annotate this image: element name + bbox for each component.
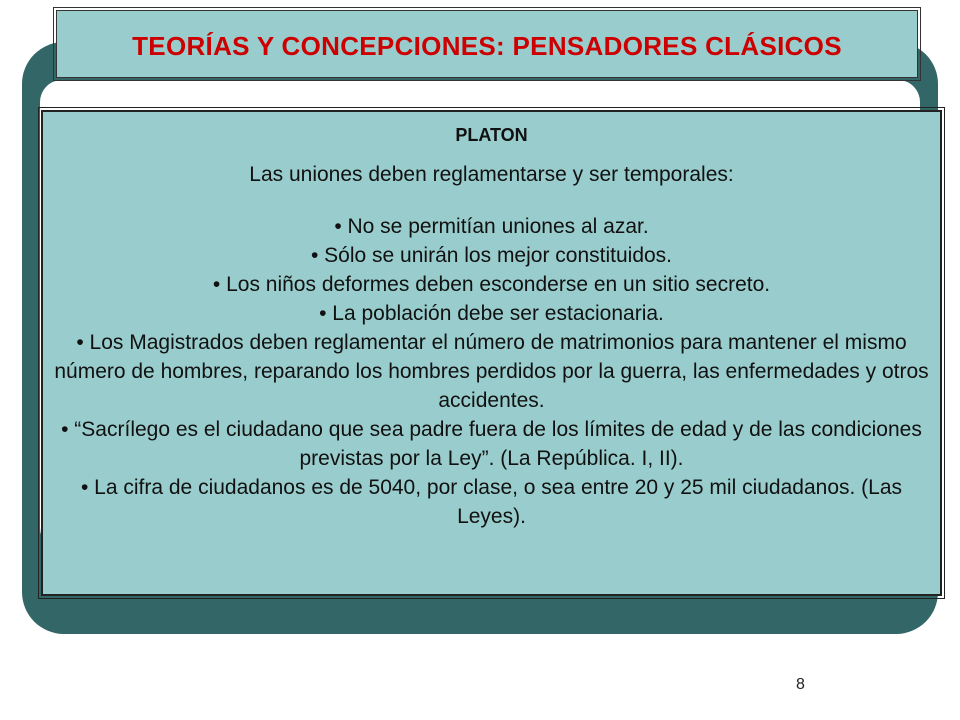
bullet-item: • La población debe ser estacionaria. [319, 302, 664, 325]
bullet-item: • “Sacrílego es el ciudadano que sea padre fuera de los límites de edad y de las condiciones previstas por la Ley”. (La República. I, II). [61, 418, 922, 470]
bullet-item: • La cifra de ciudadanos es de 5040, por clase, o sea entre 20 y 25 mil ciudadanos. (Las Leyes). [80, 476, 903, 528]
bullet-list [52, 212, 932, 531]
title-box [56, 10, 918, 78]
bullet-item: • No se permitían uniones al azar. [334, 215, 649, 238]
bullet-item: • Los Magistrados deben reglamentar el número de matrimonios para mantener el mismo número de hombres, reparando los hombres perdidos por la guerra, las enfermedades y otros accidentes. [54, 331, 929, 412]
section-heading: PLATON [455, 125, 528, 145]
content-box [41, 110, 942, 596]
page-number: 8 [796, 676, 805, 693]
bullet-item: • Los niños deformes deben esconderse en un sitio secreto. [212, 273, 771, 296]
bullet-item: • Sólo se unirán los mejor constituidos. [310, 244, 673, 267]
intro-text: Las uniones deben reglamentarse y ser temporales: [249, 163, 734, 186]
slide-title: TEORÍAS Y CONCEPCIONES: PENSADORES CLÁSICOS [132, 30, 842, 61]
